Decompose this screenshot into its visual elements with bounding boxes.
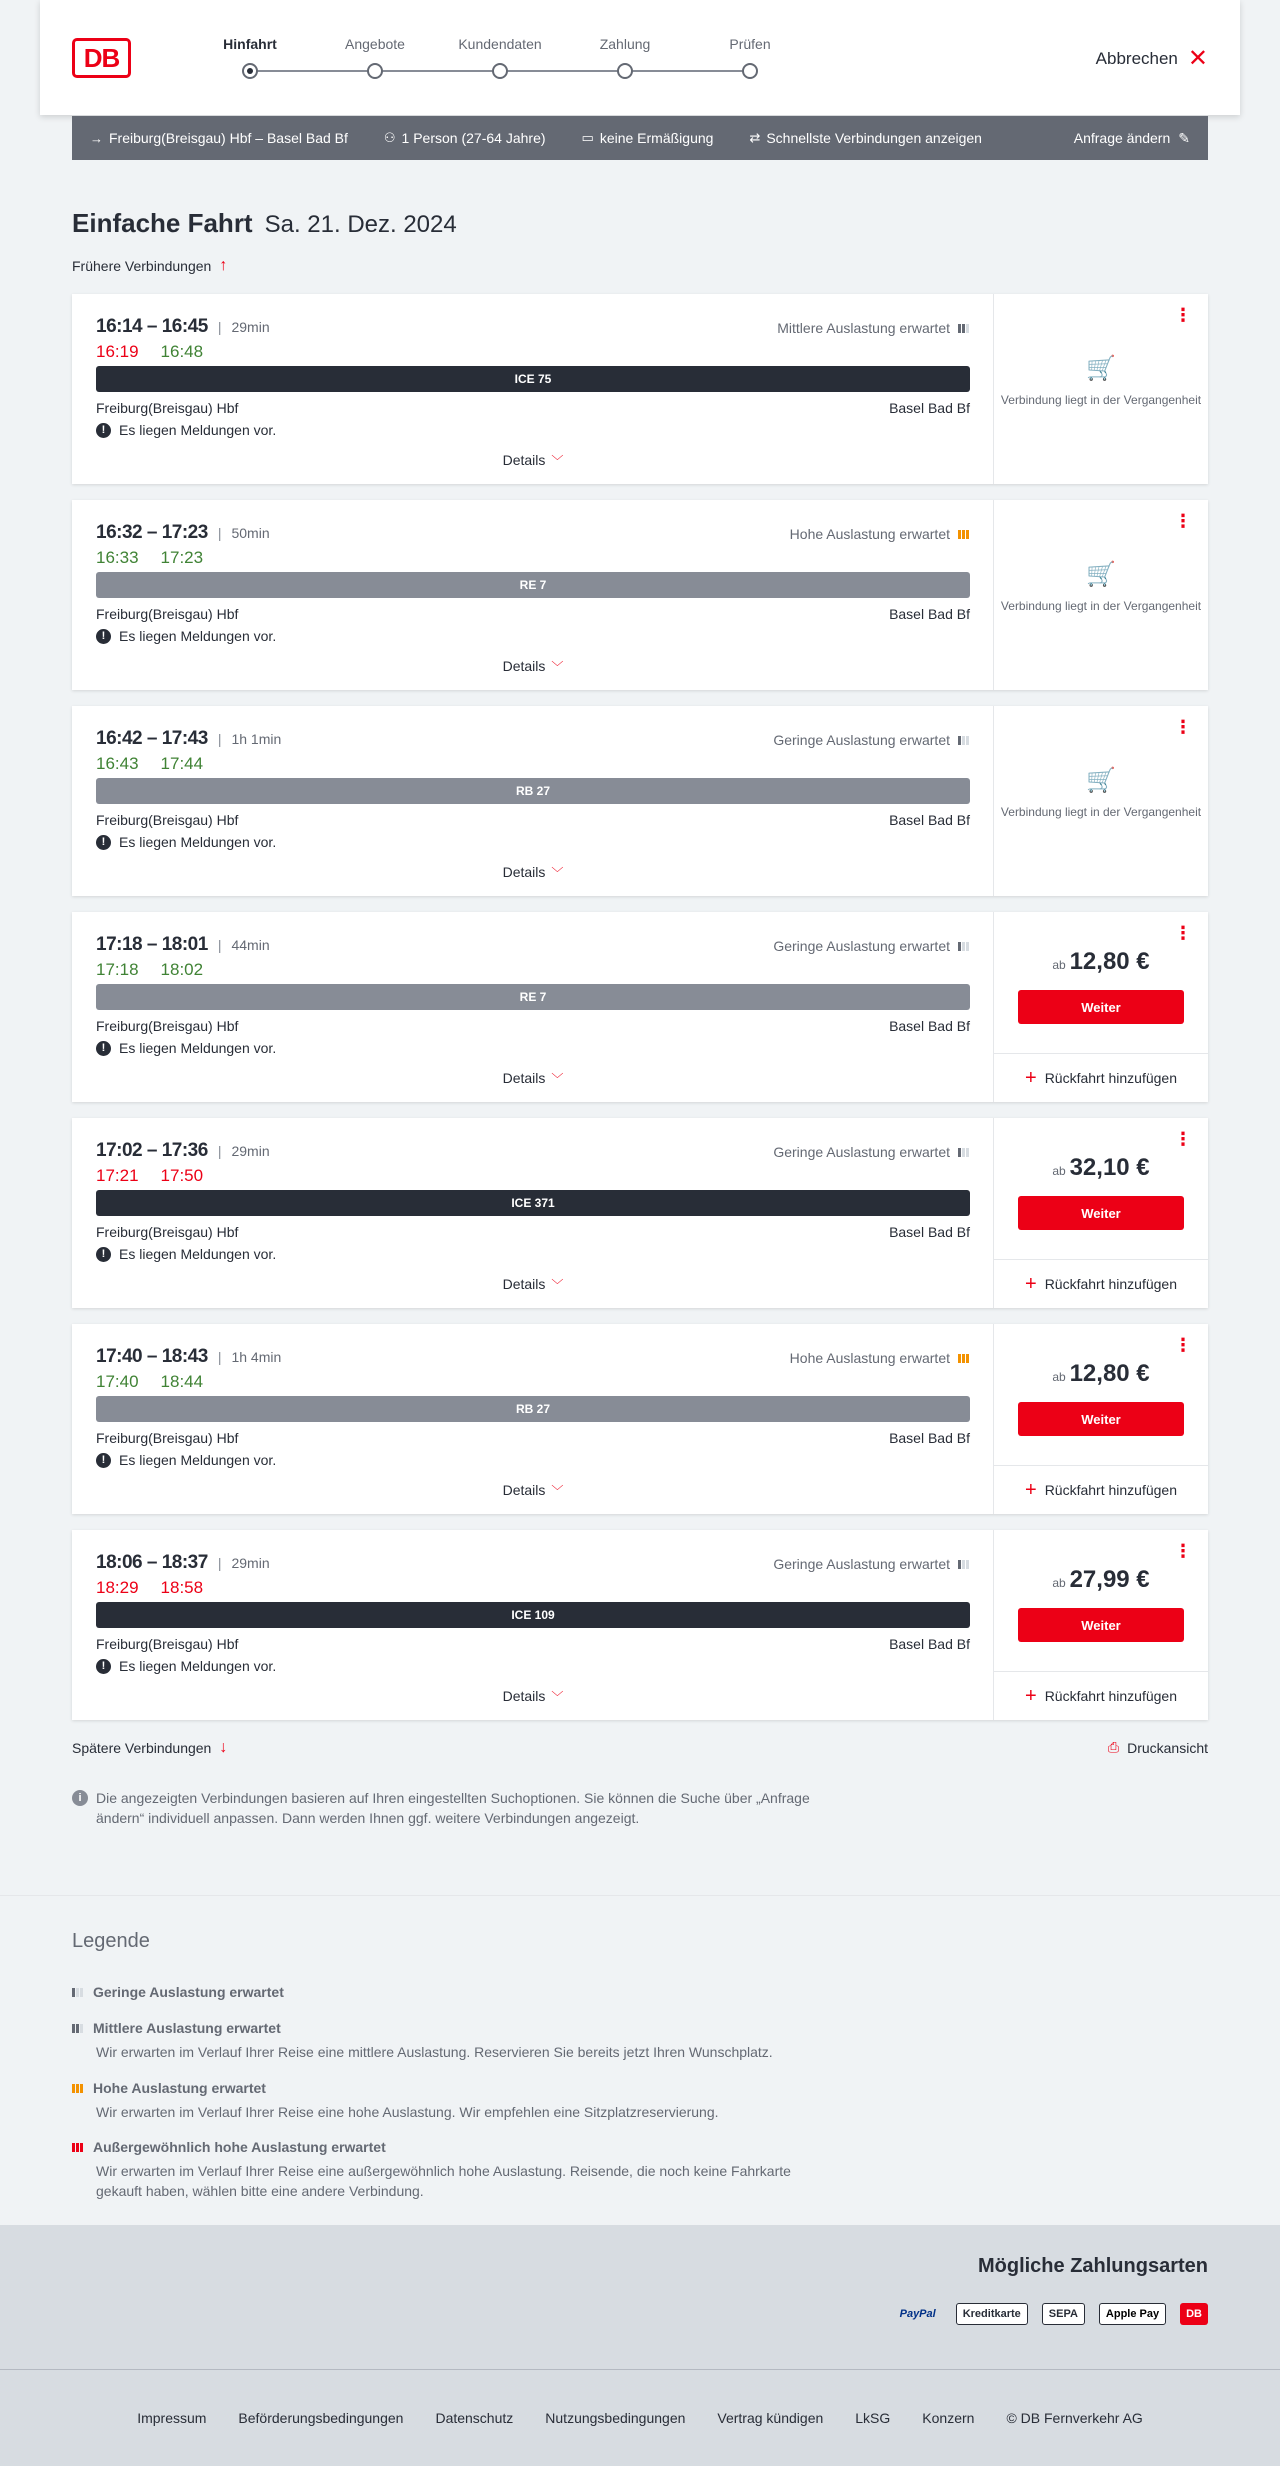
- past-connection-notice: [994, 354, 1208, 408]
- payment-logos: [894, 2303, 1208, 2325]
- planned-time-range: 16:32 – 17:23: [96, 522, 208, 543]
- price: [994, 1154, 1208, 1182]
- connection-card: [72, 1324, 1208, 1514]
- occupancy-label: Geringe Auslastung erwartet: [773, 938, 950, 954]
- query-route-label: Freiburg(Breisgau) Hbf – Basel Bad Bf: [109, 130, 348, 146]
- edit-query-label: Anfrage ändern: [1073, 130, 1171, 146]
- query-passengers-label: 1 Person (27-64 Jahre): [401, 130, 546, 146]
- stations: [96, 1636, 970, 1652]
- price-value: 32,10 €: [1069, 1154, 1150, 1181]
- realtime-times: [96, 548, 203, 568]
- chevron-down-icon: ﹀: [551, 454, 564, 468]
- details-toggle[interactable]: [72, 658, 994, 675]
- origin-station: Freiburg(Breisgau) Hbf: [96, 1430, 239, 1446]
- more-options-icon[interactable]: ⋮: [1174, 1541, 1192, 1561]
- occupancy-icon: [958, 1560, 969, 1569]
- separator: |: [217, 319, 222, 335]
- details-toggle[interactable]: [72, 1070, 994, 1087]
- realtime-arrival: 18:02: [160, 960, 204, 979]
- realtime-arrival: 16:48: [160, 342, 204, 361]
- occupancy-high-icon: [72, 2084, 83, 2093]
- legend-title: Legende: [72, 1930, 150, 1952]
- info-note: [72, 1788, 852, 1828]
- more-options-icon[interactable]: ⋮: [1174, 1335, 1192, 1355]
- stations: [96, 812, 970, 828]
- details-label: Details: [502, 658, 546, 674]
- legend-section: [0, 1895, 1280, 2225]
- past-connection-text: Verbindung liegt in der Vergangenheit: [1000, 393, 1202, 407]
- occupancy-label: Hohe Auslastung erwartet: [789, 526, 950, 542]
- legend-item-high: [72, 2080, 836, 2122]
- cart-icon: 🛒: [1086, 767, 1116, 794]
- footer-link-befoerderungsbedingungen[interactable]: Beförderungsbedingungen: [238, 2410, 404, 2426]
- stations: [96, 1430, 970, 1446]
- connection-offer: [994, 1530, 1208, 1720]
- planned-time-range: 17:02 – 17:36: [96, 1140, 208, 1161]
- swap-icon: ⇄: [749, 130, 761, 145]
- step-dot-hinfahrt[interactable]: [242, 63, 258, 79]
- price-prefix: ab: [1052, 1370, 1066, 1384]
- add-return-label: Rückfahrt hinzufügen: [1044, 1070, 1177, 1086]
- realtime-times: [96, 1578, 203, 1598]
- step-label-pruefen: Prüfen: [729, 36, 771, 52]
- connection-details: [72, 1324, 994, 1514]
- realtime-departure: 17:18: [96, 960, 139, 979]
- query-summary-bar: [72, 116, 1208, 160]
- details-label: Details: [502, 1276, 546, 1292]
- train-bar[interactable]: ICE 109: [96, 1602, 970, 1628]
- connection-card: [72, 1118, 1208, 1308]
- later-connections-link[interactable]: [72, 1739, 227, 1757]
- query-route: [90, 130, 348, 146]
- train-bar[interactable]: ICE 75: [96, 366, 970, 392]
- connection-times: [96, 522, 270, 544]
- price-value: 12,80 €: [1069, 1360, 1150, 1387]
- realtime-departure: 17:21: [96, 1166, 139, 1185]
- printer-icon: ⎙: [1107, 1739, 1120, 1755]
- footer-link-impressum[interactable]: Impressum: [137, 2410, 207, 2426]
- chevron-down-icon: ﹀: [551, 1278, 564, 1292]
- separator: |: [217, 525, 222, 541]
- query-discount: [582, 130, 714, 146]
- more-options-icon[interactable]: ⋮: [1174, 511, 1192, 531]
- disruption-notice: [96, 628, 276, 644]
- connection-offer: [994, 706, 1208, 896]
- planned-time-range: 17:18 – 18:01: [96, 934, 208, 955]
- connection-offer: [994, 500, 1208, 690]
- occupancy-label: Geringe Auslastung erwartet: [773, 1144, 950, 1160]
- alert-icon: !: [96, 1453, 111, 1468]
- destination-station: Basel Bad Bf: [889, 1224, 970, 1240]
- duration: 44min: [231, 937, 270, 953]
- occupancy-forecast[interactable]: [790, 526, 969, 542]
- header: [40, 0, 1240, 115]
- query-discount-label: keine Ermäßigung: [599, 130, 714, 146]
- alert-icon: !: [96, 629, 111, 644]
- connection-times: [96, 316, 270, 338]
- past-connection-text: Verbindung liegt in der Vergangenheit: [1000, 599, 1202, 613]
- details-label: Details: [502, 1688, 546, 1704]
- connection-times: [96, 728, 281, 750]
- step-dot-pruefen: [742, 63, 758, 79]
- past-connection-notice: [994, 766, 1208, 820]
- occupancy-forecast[interactable]: [773, 1556, 969, 1572]
- destination-station: Basel Bad Bf: [889, 400, 970, 416]
- disruption-notice: [96, 1040, 276, 1056]
- alert-icon: !: [96, 835, 111, 850]
- realtime-departure: 16:19: [96, 342, 139, 361]
- query-passengers: [384, 130, 546, 146]
- separator: |: [217, 731, 222, 747]
- step-dot-kundendaten: [492, 63, 508, 79]
- disruption-text: Es liegen Meldungen vor.: [119, 1246, 277, 1262]
- stations: [96, 400, 970, 416]
- arrow-up-icon: ↑: [219, 257, 228, 274]
- realtime-times: [96, 342, 203, 362]
- occupancy-label: Geringe Auslastung erwartet: [773, 1556, 950, 1572]
- details-label: Details: [502, 864, 546, 880]
- cancel-button[interactable]: [1096, 47, 1208, 71]
- connection-details: [72, 1530, 994, 1720]
- connection-card: [72, 706, 1208, 896]
- trip-date: Sa. 21. Dez. 2024: [264, 211, 457, 238]
- connection-times: [96, 1552, 270, 1574]
- apple-pay-logo: Apple Pay: [1099, 2303, 1166, 2325]
- alert-icon: !: [96, 1659, 111, 1674]
- earlier-connections-link[interactable]: [72, 257, 227, 275]
- pencil-icon: ✎: [1178, 129, 1190, 146]
- realtime-arrival: 18:58: [160, 1578, 204, 1597]
- realtime-departure: 16:43: [96, 754, 139, 773]
- occupancy-icon: [958, 736, 969, 745]
- realtime-times: [96, 1166, 203, 1186]
- footer-link-lksg[interactable]: LkSG: [855, 2410, 891, 2426]
- duration: 29min: [231, 1555, 270, 1571]
- details-toggle[interactable]: [72, 1482, 994, 1499]
- footer-link-nutzungsbedingungen[interactable]: Nutzungsbedingungen: [545, 2410, 686, 2426]
- planned-time-range: 16:42 – 17:43: [96, 728, 208, 749]
- disruption-notice: [96, 1452, 276, 1468]
- occupancy-icon: [958, 1148, 969, 1157]
- disruption-text: Es liegen Meldungen vor.: [119, 834, 277, 850]
- legend-item-desc: Wir erwarten im Verlauf Ihrer Reise eine mittlere Auslastung. Reservieren Sie bereits jetzt Ihren Wunschplatz.: [96, 2044, 773, 2060]
- realtime-departure: 18:29: [96, 1578, 139, 1597]
- origin-station: Freiburg(Breisgau) Hbf: [96, 1636, 239, 1652]
- add-return-label: Rückfahrt hinzufügen: [1044, 1688, 1177, 1704]
- plus-icon: +: [1025, 1685, 1037, 1707]
- connection-card: [72, 500, 1208, 690]
- sepa-logo: SEPA: [1042, 2303, 1085, 2325]
- occupancy-icon: [958, 324, 969, 333]
- realtime-departure: 17:40: [96, 1372, 139, 1391]
- price-value: 12,80 €: [1069, 948, 1150, 975]
- price-prefix: ab: [1052, 958, 1066, 972]
- db-logo[interactable]: DB: [72, 38, 131, 78]
- step-label-angebote: Angebote: [345, 36, 405, 52]
- continue-button[interactable]: Weiter: [1018, 1196, 1184, 1230]
- realtime-arrival: 17:23: [160, 548, 204, 567]
- add-return-button[interactable]: [994, 1259, 1208, 1308]
- connection-details: [72, 1118, 994, 1308]
- planned-time-range: 17:40 – 18:43: [96, 1346, 208, 1367]
- add-return-label: Rückfahrt hinzufügen: [1044, 1276, 1177, 1292]
- destination-station: Basel Bad Bf: [889, 1018, 970, 1034]
- arrow-right-icon: →: [90, 130, 103, 146]
- legend-item-label: Hohe Auslastung erwartet: [93, 2080, 266, 2096]
- connection-details: [72, 294, 994, 484]
- duration: 29min: [231, 1143, 270, 1159]
- legend-item-extreme: [72, 2139, 836, 2201]
- past-connection-notice: [994, 560, 1208, 614]
- price: [994, 948, 1208, 976]
- edit-query-button[interactable]: [1074, 130, 1190, 147]
- footer-copyright: © DB Fernverkehr AG: [1006, 2410, 1143, 2426]
- info-text: Die angezeigten Verbindungen basieren auf Ihren eingestellten Suchoptionen. Sie können die Suche über „Anfrage ändern“ individuell anpassen. Dann werden Ihnen ggf. weitere Verbindungen angezeigt.: [96, 1790, 810, 1826]
- continue-button[interactable]: Weiter: [1018, 990, 1184, 1024]
- realtime-times: [96, 1372, 203, 1392]
- query-option-label: Schnellste Verbindungen anzeigen: [766, 130, 982, 146]
- disruption-text: Es liegen Meldungen vor.: [119, 422, 277, 438]
- realtime-arrival: 17:50: [160, 1166, 204, 1185]
- legend-item-label: Mittlere Auslastung erwartet: [93, 2020, 281, 2036]
- plus-icon: +: [1025, 1273, 1037, 1295]
- destination-station: Basel Bad Bf: [889, 1430, 970, 1446]
- occupancy-forecast[interactable]: [790, 1350, 969, 1366]
- legend-item-medium: [72, 2020, 836, 2062]
- connection-card: [72, 294, 1208, 484]
- connection-offer: [994, 1118, 1208, 1308]
- disruption-text: Es liegen Meldungen vor.: [119, 628, 277, 644]
- more-options-icon[interactable]: ⋮: [1174, 923, 1192, 943]
- occupancy-forecast[interactable]: [773, 938, 969, 954]
- train-bar[interactable]: RB 27: [96, 778, 970, 804]
- occupancy-icon: [958, 530, 969, 539]
- connection-details: [72, 706, 994, 896]
- step-label-kundendaten: Kundendaten: [458, 36, 542, 52]
- alert-icon: !: [96, 423, 111, 438]
- later-connections-label: Spätere Verbindungen: [72, 1740, 212, 1756]
- print-view-label: Druckansicht: [1127, 1739, 1208, 1756]
- add-return-label: Rückfahrt hinzufügen: [1044, 1482, 1177, 1498]
- plus-icon: +: [1025, 1479, 1037, 1501]
- separator: |: [217, 937, 222, 953]
- chevron-down-icon: ﹀: [551, 1484, 564, 1498]
- cart-icon: 🛒: [1086, 561, 1116, 588]
- stations: [96, 606, 970, 622]
- connection-card: [72, 912, 1208, 1102]
- earlier-connections-label: Frühere Verbindungen: [72, 258, 212, 274]
- stations: [96, 1224, 970, 1240]
- step-dot-angebote: [367, 63, 383, 79]
- duration: 1h 1min: [231, 731, 282, 747]
- paypal-logo: PayPal: [899, 2308, 936, 2320]
- add-return-button[interactable]: [994, 1053, 1208, 1102]
- separator: |: [217, 1349, 222, 1365]
- legend-item-label: Geringe Auslastung erwartet: [93, 1984, 284, 2000]
- footer-link-konzern[interactable]: Konzern: [922, 2410, 975, 2426]
- arrow-down-icon: ↓: [219, 1739, 228, 1756]
- legend-item-desc: Wir erwarten im Verlauf Ihrer Reise eine hohe Auslastung. Wir empfehlen eine Sitzplatzreservierung.: [96, 2104, 719, 2120]
- step-label-hinfahrt: Hinfahrt: [223, 36, 277, 52]
- price-prefix: ab: [1052, 1576, 1066, 1590]
- db-payment-logo: DB: [1180, 2303, 1208, 2325]
- realtime-arrival: 18:44: [160, 1372, 204, 1391]
- connection-times: [96, 934, 270, 956]
- occupancy-label: Mittlere Auslastung erwartet: [777, 320, 950, 336]
- train-bar[interactable]: ICE 371: [96, 1190, 970, 1216]
- train-bar[interactable]: RB 27: [96, 1396, 970, 1422]
- page-title: [72, 208, 457, 239]
- continue-button[interactable]: Weiter: [1018, 1608, 1184, 1642]
- destination-station: Basel Bad Bf: [889, 1636, 970, 1652]
- separator: |: [217, 1555, 222, 1571]
- stations: [96, 1018, 970, 1034]
- disruption-text: Es liegen Meldungen vor.: [119, 1452, 277, 1468]
- occupancy-forecast[interactable]: [777, 320, 969, 336]
- destination-station: Basel Bad Bf: [889, 812, 970, 828]
- realtime-departure: 16:33: [96, 548, 139, 567]
- connection-times: [96, 1346, 281, 1368]
- connection-card: [72, 1530, 1208, 1720]
- disruption-notice: [96, 834, 276, 850]
- details-toggle[interactable]: [72, 452, 994, 469]
- occupancy-label: Geringe Auslastung erwartet: [773, 732, 950, 748]
- occupancy-icon: [958, 1354, 969, 1363]
- info-icon: i: [72, 1790, 88, 1806]
- duration: 1h 4min: [231, 1349, 282, 1365]
- price: [994, 1360, 1208, 1388]
- chevron-down-icon: ﹀: [551, 660, 564, 674]
- add-return-button[interactable]: [994, 1465, 1208, 1514]
- cart-icon: 🛒: [1086, 355, 1116, 382]
- separator: |: [217, 1143, 222, 1159]
- past-connection-text: Verbindung liegt in der Vergangenheit: [1000, 805, 1202, 819]
- disruption-text: Es liegen Meldungen vor.: [119, 1040, 277, 1056]
- footer-link-vertrag-kuendigen[interactable]: Vertrag kündigen: [717, 2410, 824, 2426]
- price: [994, 1566, 1208, 1594]
- price-value: 27,99 €: [1069, 1566, 1150, 1593]
- close-icon: ✕: [1187, 45, 1208, 72]
- connection-offer: [994, 294, 1208, 484]
- connection-details: [72, 912, 994, 1102]
- realtime-arrival: 17:44: [160, 754, 204, 773]
- booking-progress: [180, 32, 820, 92]
- occupancy-label: Hohe Auslastung erwartet: [789, 1350, 950, 1366]
- connection-offer: [994, 1324, 1208, 1514]
- continue-button[interactable]: Weiter: [1018, 1402, 1184, 1436]
- chevron-down-icon: ﹀: [551, 866, 564, 880]
- duration: 29min: [231, 319, 270, 335]
- add-return-button[interactable]: [994, 1671, 1208, 1720]
- plus-icon: +: [1025, 1067, 1037, 1089]
- origin-station: Freiburg(Breisgau) Hbf: [96, 1224, 239, 1240]
- train-bar[interactable]: RE 7: [96, 572, 970, 598]
- occupancy-extreme-icon: [72, 2143, 83, 2152]
- details-label: Details: [502, 1482, 546, 1498]
- realtime-times: [96, 960, 203, 980]
- legend-item-desc: Wir erwarten im Verlauf Ihrer Reise eine außergewöhnlich hohe Auslastung. Reisende, die noch keine Fahrkarte gekauft haben, wählen bitte eine andere Verbindung.: [96, 2163, 791, 2199]
- connection-offer: [994, 912, 1208, 1102]
- connection-details: [72, 500, 994, 690]
- query-option: [749, 130, 982, 146]
- planned-time-range: 18:06 – 18:37: [96, 1552, 208, 1573]
- legend-item-label: Außergewöhnlich hohe Auslastung erwartet: [93, 2139, 386, 2155]
- step-dot-zahlung: [617, 63, 633, 79]
- details-toggle[interactable]: [72, 1276, 994, 1293]
- legend-item-low: [72, 1984, 284, 2000]
- disruption-text: Es liegen Meldungen vor.: [119, 1658, 277, 1674]
- person-icon: ⚇: [383, 130, 396, 145]
- destination-station: Basel Bad Bf: [889, 606, 970, 622]
- details-label: Details: [502, 1070, 546, 1086]
- details-toggle[interactable]: [72, 1688, 994, 1705]
- occupancy-medium-icon: [72, 2024, 83, 2033]
- footer: [0, 2369, 1280, 2466]
- more-options-icon[interactable]: ⋮: [1174, 1129, 1192, 1149]
- footer-link-datenschutz[interactable]: Datenschutz: [435, 2410, 514, 2426]
- price-prefix: ab: [1052, 1164, 1066, 1178]
- origin-station: Freiburg(Breisgau) Hbf: [96, 400, 239, 416]
- disruption-notice: [96, 1658, 276, 1674]
- credit-card-logo: Kreditkarte: [956, 2303, 1028, 2325]
- planned-time-range: 16:14 – 16:45: [96, 316, 208, 337]
- card-icon: ▭: [581, 130, 594, 145]
- step-label-zahlung: Zahlung: [599, 36, 651, 52]
- details-label: Details: [502, 452, 546, 468]
- alert-icon: !: [96, 1041, 111, 1056]
- trip-type-title: Einfache Fahrt: [72, 208, 253, 238]
- cancel-label: Abbrechen: [1095, 49, 1178, 68]
- occupancy-forecast[interactable]: [773, 1144, 969, 1160]
- occupancy-low-icon: [72, 1988, 83, 1997]
- payment-methods-section: [0, 2225, 1280, 2369]
- chevron-down-icon: ﹀: [551, 1690, 564, 1704]
- realtime-times: [96, 754, 203, 774]
- chevron-down-icon: ﹀: [551, 1072, 564, 1086]
- occupancy-icon: [958, 942, 969, 951]
- disruption-notice: [96, 1246, 276, 1262]
- disruption-notice: [96, 422, 276, 438]
- origin-station: Freiburg(Breisgau) Hbf: [96, 1018, 239, 1034]
- duration: 50min: [231, 525, 270, 541]
- origin-station: Freiburg(Breisgau) Hbf: [96, 606, 239, 622]
- train-bar[interactable]: RE 7: [96, 984, 970, 1010]
- occupancy-forecast[interactable]: [773, 732, 969, 748]
- payment-title: Mögliche Zahlungsarten: [977, 2255, 1208, 2277]
- more-options-icon[interactable]: ⋮: [1174, 717, 1192, 737]
- connection-times: [96, 1140, 270, 1162]
- details-toggle[interactable]: [72, 864, 994, 881]
- more-options-icon[interactable]: ⋮: [1174, 305, 1192, 325]
- origin-station: Freiburg(Breisgau) Hbf: [96, 812, 239, 828]
- alert-icon: !: [96, 1247, 111, 1262]
- print-view-link[interactable]: [1108, 1739, 1208, 1756]
